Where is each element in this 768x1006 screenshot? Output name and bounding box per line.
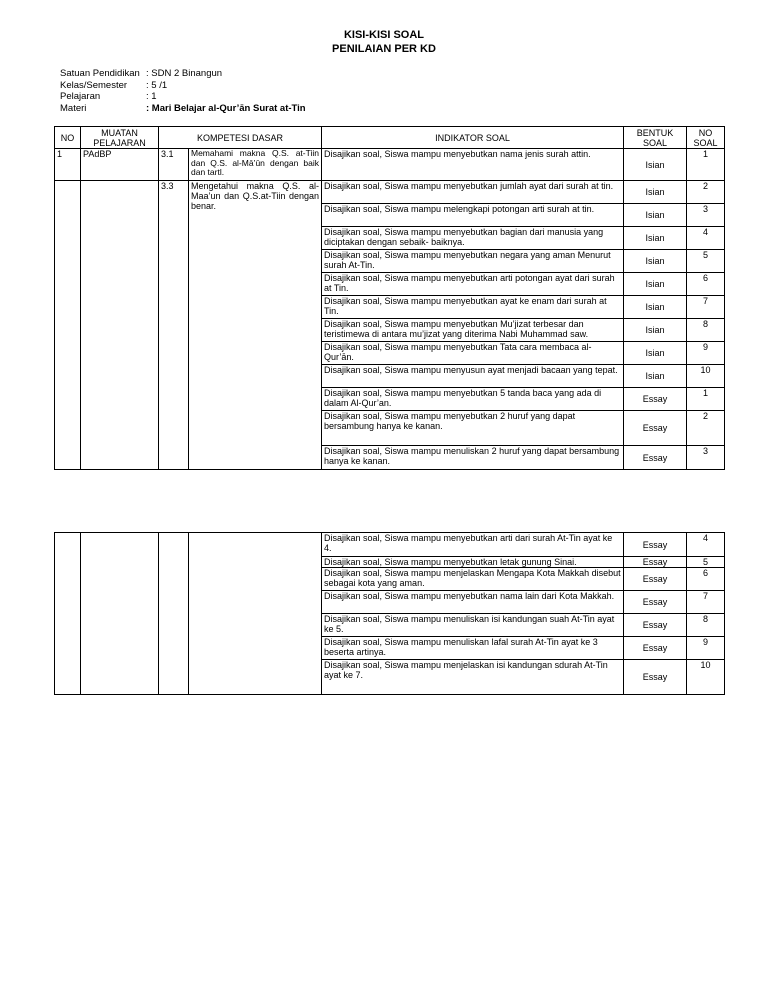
meta-label: Pelajaran (60, 91, 101, 102)
bentuk-soal: Isian (624, 227, 687, 250)
header-no: NO (55, 127, 81, 149)
bentuk-soal: Isian (624, 365, 687, 388)
header-no-soal: NO SOAL (687, 127, 725, 149)
bentuk-soal: Essay (624, 637, 687, 660)
indikator-soal: Disajikan soal, Siswa mampu menyebutkan negara yang aman Menurut surah At-Tin. (322, 250, 624, 273)
nomor-soal: 1 (687, 149, 725, 181)
nomor-soal: 1 (687, 388, 725, 411)
indikator-soal: Disajikan soal, Siswa mampu menyebutkan nama lain dari Kota Makkah. (322, 591, 624, 614)
bentuk-soal: Essay (624, 446, 687, 470)
indikator-soal: Disajikan soal, Siswa mampu menyebutkan 5 tanda baca yang ada di dalam Al-Qur’an. (322, 388, 624, 411)
kd-text: Memahami makna Q.S. at-Tiin dan Q.S. al-Mā’ūn dengan baik dan tartl. (189, 149, 322, 181)
nomor-soal: 2 (687, 181, 725, 204)
nomor-soal: 3 (687, 204, 725, 227)
indikator-soal: Disajikan soal, Siswa mampu menyebutkan letak gunung Sinai. (322, 557, 624, 568)
kd-code-empty (159, 533, 189, 695)
document-title: KISI-KISI SOAL (343, 29, 425, 41)
row-number-empty (55, 181, 81, 470)
meta-label: Materi (60, 102, 87, 114)
meta-row-materi (60, 103, 306, 115)
indikator-soal: Disajikan soal, Siswa mampu menyebutkan bagian dari manusia yang diciptakan dengan sebaik- baiknya. (322, 227, 624, 250)
meta-label: Satuan Pendidikan (60, 68, 140, 79)
header-muatan: MUATAN PELAJARAN (81, 127, 159, 149)
kd-text-empty (189, 533, 322, 695)
bentuk-soal: Essay (624, 568, 687, 591)
nomor-soal: 10 (687, 660, 725, 695)
indikator-soal: Disajikan soal, Siswa mampu menjelaskan Mengapa Kota Makkah disebut sebagai kota yang aman. (322, 568, 624, 591)
nomor-soal: 10 (687, 365, 725, 388)
header-indikator: INDIKATOR SOAL (322, 127, 624, 149)
row-number-empty (55, 533, 81, 695)
nomor-soal: 6 (687, 568, 725, 591)
nomor-soal: 6 (687, 273, 725, 296)
bentuk-soal: Essay (624, 660, 687, 695)
nomor-soal: 8 (687, 319, 725, 342)
row-number: 1 (55, 149, 81, 181)
muatan-pelajaran: PAdBP (81, 149, 159, 181)
bentuk-soal: Essay (624, 388, 687, 411)
indikator-soal: Disajikan soal, Siswa mampu menyebutkan 2 huruf yang dapat bersambung hanya ke kanan. (322, 411, 624, 446)
nomor-soal: 9 (687, 342, 725, 365)
muatan-empty (81, 181, 159, 470)
bentuk-soal: Isian (624, 181, 687, 204)
kd-text: Mengetahui makna Q.S. al-Maa’un dan Q.S.at-Tiin dengan benar. (189, 181, 322, 470)
meta-value: : Mari Belajar al-Qur’ān Surat at-Tin (146, 102, 306, 114)
indikator-soal: Disajikan soal, Siswa mampu menyusun ayat menjadi bacaan yang tepat. (322, 365, 624, 388)
bentuk-soal: Isian (624, 296, 687, 319)
meta-value: : 1 (146, 91, 157, 102)
nomor-soal: 4 (687, 533, 725, 557)
bentuk-soal: Essay (624, 591, 687, 614)
nomor-soal: 2 (687, 411, 725, 446)
nomor-soal: 4 (687, 227, 725, 250)
bentuk-soal: Essay (624, 614, 687, 637)
indikator-soal: Disajikan soal, Siswa mampu menuliskan lafal surah At-Tin ayat ke 3 beserta artinya. (322, 637, 624, 660)
table-row (55, 181, 725, 204)
nomor-soal: 8 (687, 614, 725, 637)
kisi-kisi-table-page-2 (54, 532, 725, 695)
meta-value: : 5 /1 (146, 79, 168, 91)
nomor-soal: 7 (687, 591, 725, 614)
meta-value: : SDN 2 Binangun (146, 68, 223, 79)
bentuk-soal: Isian (624, 319, 687, 342)
indikator-soal: Disajikan soal, Siswa mampu menyebutkan ayat ke enam dari surah at Tin. (322, 296, 624, 319)
bentuk-soal: Essay (624, 557, 687, 568)
nomor-soal: 5 (687, 557, 725, 568)
table-header-row (55, 127, 725, 149)
indikator-soal: Disajikan soal, Siswa mampu menyebutkan Tata cara membaca al-Qur’ān. (322, 342, 624, 365)
bentuk-soal: Isian (624, 342, 687, 365)
indikator-soal: Disajikan soal, Siswa mampu menyebutkan arti potongan ayat dari surah at Tin. (322, 273, 624, 296)
indikator-soal: Disajikan soal, Siswa mampu menyebutkan Mu’jizat terbesar dan teristimewa di antara mu’jizat yang diterima Nabi Muhammad saw. (322, 319, 624, 342)
nomor-soal: 5 (687, 250, 725, 273)
document-meta (60, 68, 306, 114)
bentuk-soal: Isian (624, 250, 687, 273)
kd-code: 3.3 (159, 181, 189, 470)
meta-row-satuan (60, 68, 306, 80)
bentuk-soal: Isian (624, 149, 687, 181)
indikator-soal: Disajikan soal, Siswa mampu menyebutkan jumlah ayat dari surah at tin. (322, 181, 624, 204)
indikator-soal: Disajikan soal, Siswa mampu menyebutkan arti dari surah At-Tin ayat ke 4. (322, 533, 624, 557)
indikator-soal: Disajikan soal, Siswa mampu menuliskan isi kandungan suah At-Tin ayat ke 5. (322, 614, 624, 637)
indikator-soal: Disajikan soal, Siswa mampu menyebutkan nama jenis surah attin. (322, 149, 624, 181)
indikator-soal: Disajikan soal, Siswa mampu menjelaskan isi kandungan sdurah At-Tin ayat ke 7. (322, 660, 624, 695)
meta-row-pelajaran (60, 91, 306, 103)
document-subtitle: PENILAIAN PER KD (332, 43, 436, 55)
header-bentuk: BENTUK SOAL (624, 127, 687, 149)
indikator-soal: Disajikan soal, Siswa mampu melengkapi potongan arti surah at tin. (322, 204, 624, 227)
nomor-soal: 3 (687, 446, 725, 470)
kisi-kisi-table-page-1 (54, 126, 725, 470)
bentuk-soal: Essay (624, 411, 687, 446)
meta-row-kelas (60, 80, 306, 92)
bentuk-soal: Isian (624, 204, 687, 227)
bentuk-soal: Isian (624, 273, 687, 296)
header-kompetensi: KOMPETESI DASAR (159, 127, 322, 149)
table-row (55, 149, 725, 181)
meta-label: Kelas/Semester (60, 79, 128, 91)
nomor-soal: 9 (687, 637, 725, 660)
kd-code: 3.1 (159, 149, 189, 181)
table-row (55, 533, 725, 557)
muatan-empty (81, 533, 159, 695)
bentuk-soal: Essay (624, 533, 687, 557)
indikator-soal: Disajikan soal, Siswa mampu menuliskan 2 huruf yang dapat bersambung hanya ke kanan. (322, 446, 624, 470)
nomor-soal: 7 (687, 296, 725, 319)
